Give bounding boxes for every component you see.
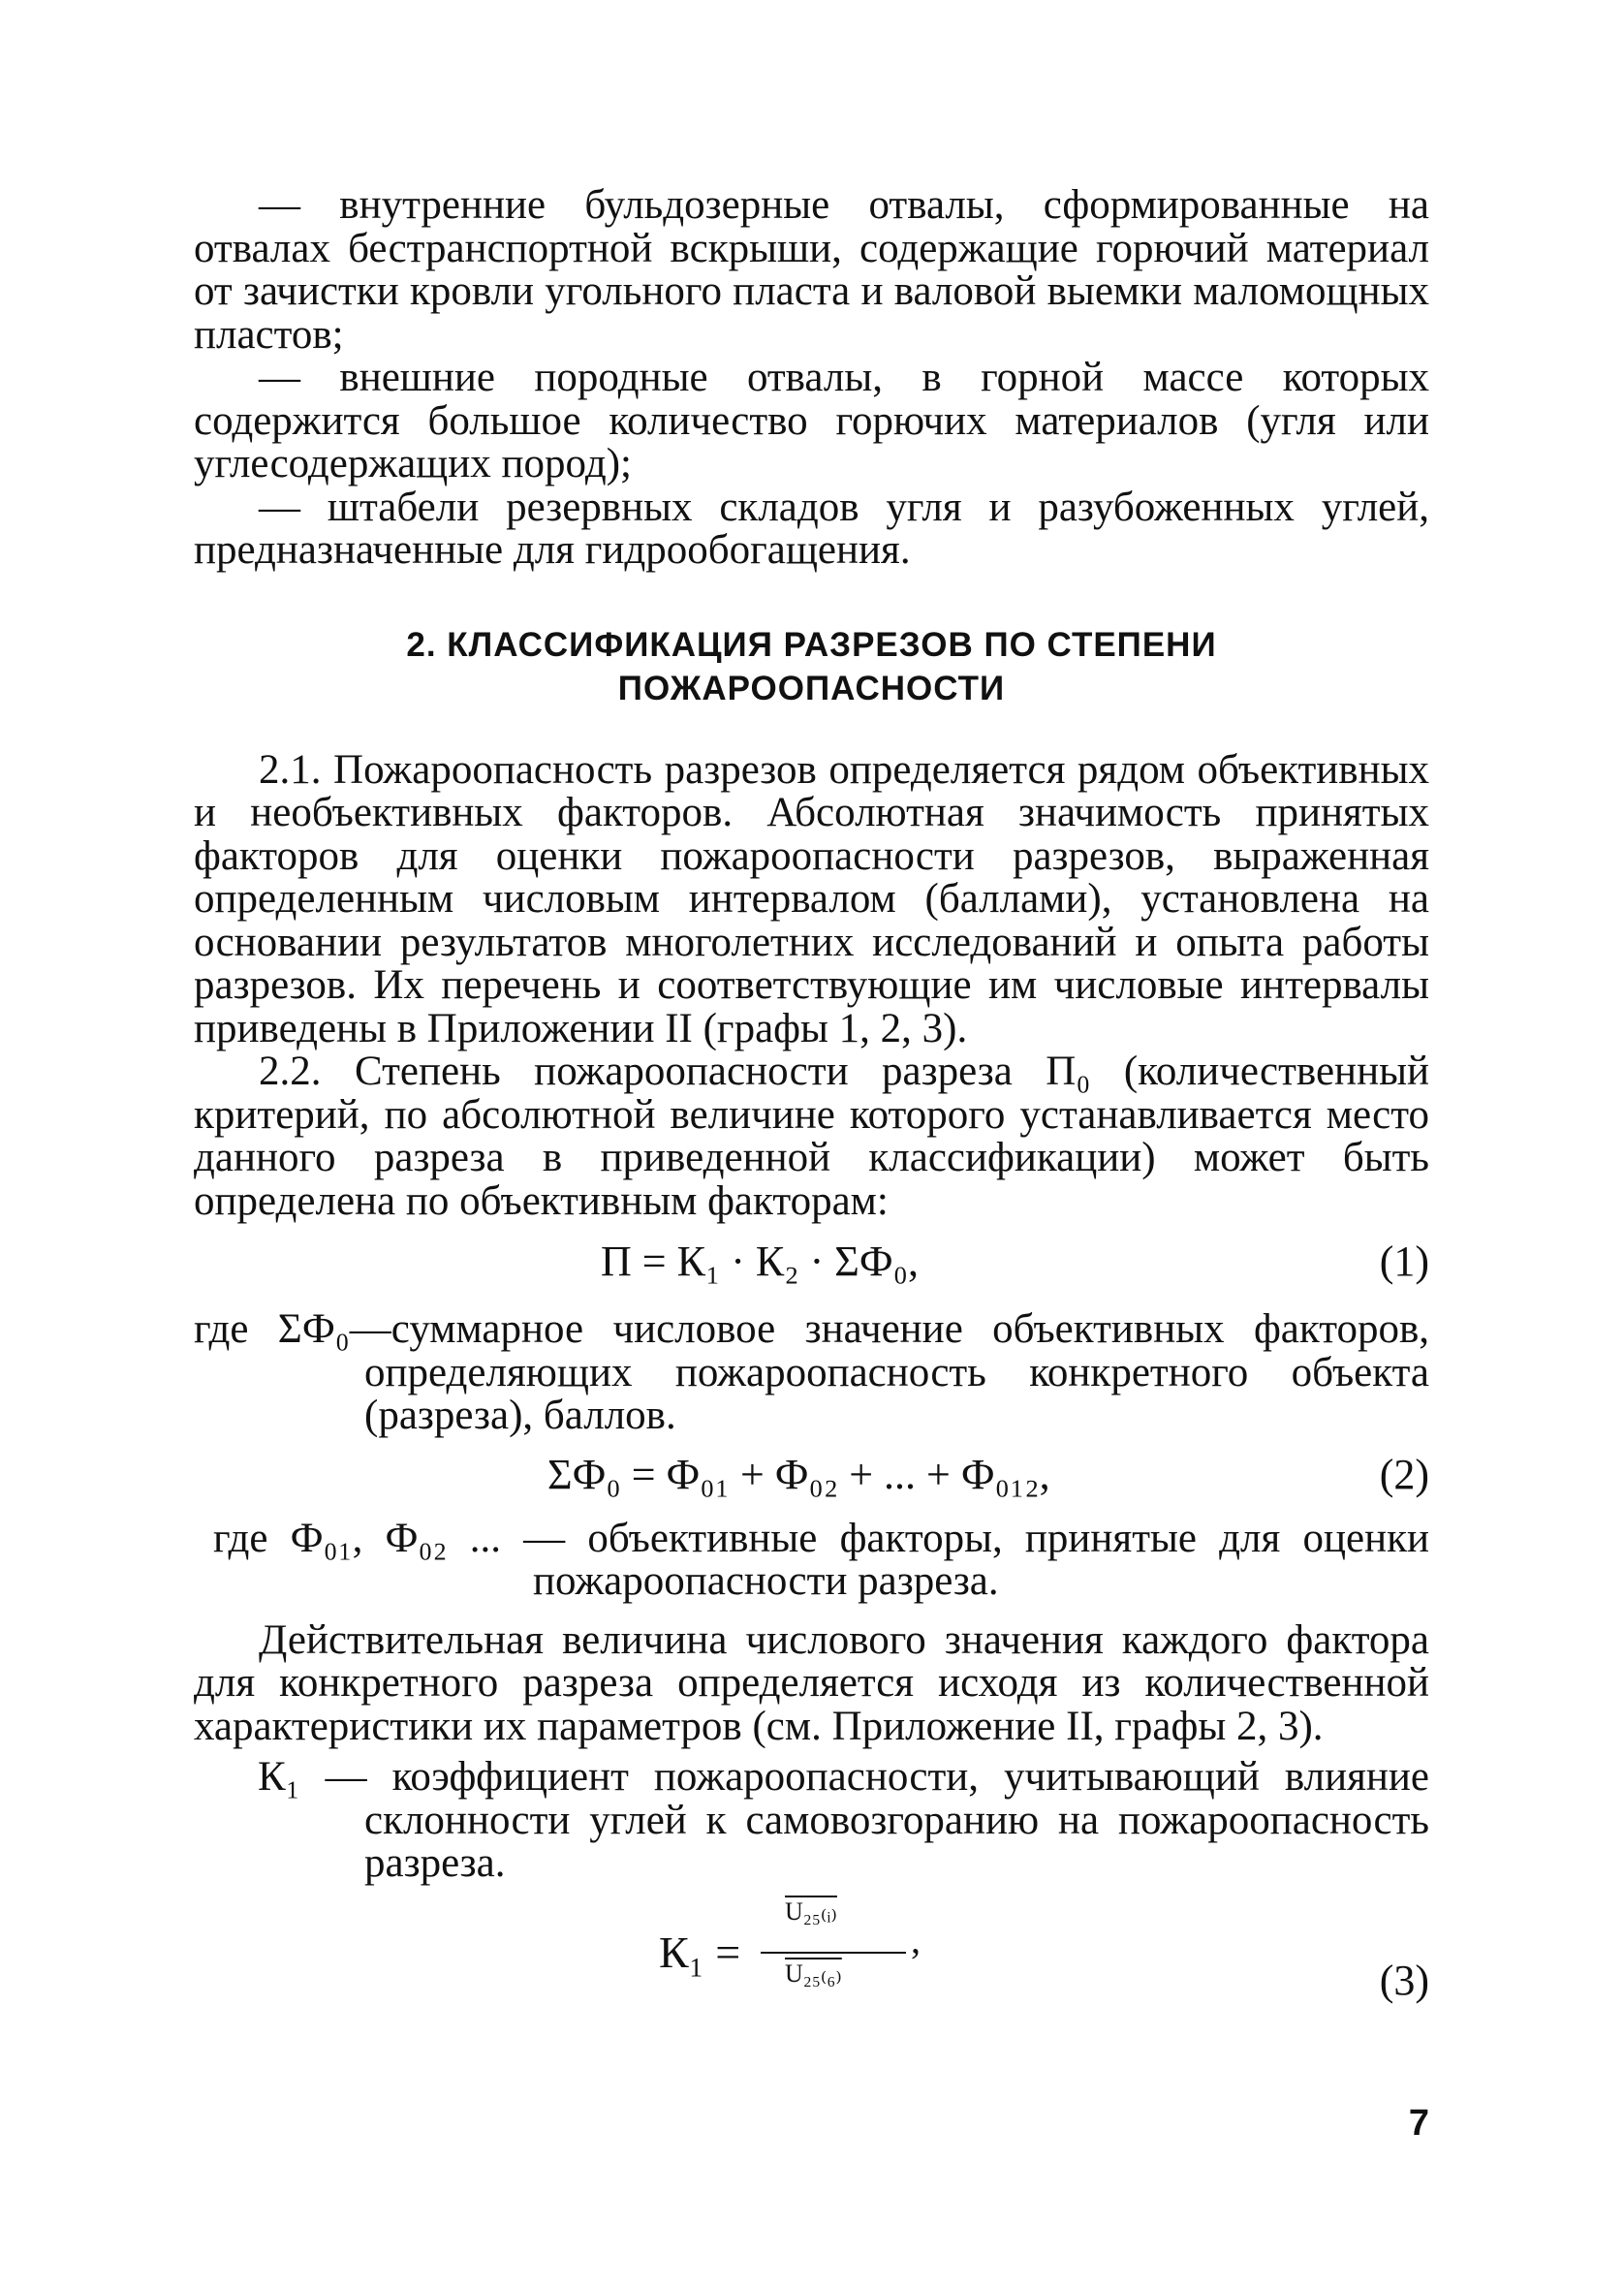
formula-3-denominator: U₂₅₍₆₎ <box>785 1959 842 1988</box>
paragraph-actual-value: Действительная величина числового значения каждого фактора для конкретного разреза определяется исходя из количественной характеристики их параметров (см. Приложение II, графы 2, 3). <box>194 1616 1429 1749</box>
paragraph-2-1: 2.1. Пожароопасность разрезов определяется рядом объективных и необъективных факторов. Абсолютная значимость принятых факторов для оценки пожароопасности разрезов, выраженная определенным числовым интервалом (баллами), установлена на основании результатов многолетних исследований и опыта работы разрезов. Их перечень и соответствующие им числовые интервалы приведены в Приложении II (графы 1, 2, 3). <box>194 746 1429 1051</box>
formula-1 <box>194 1233 1429 1291</box>
formula-1-number: (1) <box>1379 1238 1429 1285</box>
section-heading-line1: 2. КЛАССИФИКАЦИЯ РАЗРЕЗОВ ПО СТЕПЕНИ <box>406 625 1217 664</box>
formula-3-fraction-bar <box>761 1952 906 1954</box>
formula-1-expression: П = К₁ · К₂ · ΣФ₀, <box>601 1238 919 1285</box>
section-heading <box>194 623 1429 710</box>
formula-3-comma: , <box>911 1917 921 1961</box>
formula-2-expression: ΣФ₀ = Ф₀₁ + Ф₀₂ + ... + Ф₀₁₂, <box>547 1450 1050 1498</box>
intro-item-internal-dumps: — внутренние бульдозерные отвалы, сформированные на отвалах бестранспортной вскрыши, содержащие горючий материал от зачистки кровли угольного пласта и валовой выемки маломощных пластов; <box>194 182 1429 358</box>
page-number: 7 <box>1408 2103 1429 2144</box>
formula-3-number: (3) <box>1379 1956 1429 2004</box>
formula-3-lhs: К₁ = <box>659 1927 741 1977</box>
intro-item-coal-stacks: — штабели резервных складов угля и разубоженных углей, предназначенные для гидрообогащения. <box>194 484 1429 573</box>
formula-2-number: (2) <box>1379 1450 1429 1498</box>
formula-3 <box>194 1897 1429 2014</box>
formula-3-numerator: U₂₅₍ᵢ₎ <box>785 1896 837 1926</box>
formula-2-legend: где Ф₀₁, Ф₀₂ ... — объективные факторы, принятые для оценки пожароопасности разреза. <box>213 1515 1429 1604</box>
document-page <box>194 184 1429 2219</box>
k1-definition: К₁ — коэффициент пожароопасности, учитывающий влияние склонности углей к самовозгоранию на пожароопасность разреза. <box>258 1754 1429 1886</box>
formula-2 <box>194 1446 1429 1504</box>
formula-1-legend: где ΣФ₀—суммарное числовое значение объективных факторов, определяющих пожароопасность конкретного объекта (разреза), баллов. <box>194 1306 1429 1438</box>
paragraph-2-2: 2.2. Степень пожароопасности разреза П₀ (количественный критерий, по абсолютной величине которого устанавливается место данного разреза в приведенной классификации) может быть определена по объективным факторам: <box>194 1049 1429 1224</box>
section-heading-line2: ПОЖАРООПАСНОСТИ <box>617 669 1006 707</box>
intro-item-external-dumps: — внешние породные отвалы, в горной массе которых содержится большое количество горючих материалов (угля или углесодержащих пород); <box>194 355 1429 486</box>
